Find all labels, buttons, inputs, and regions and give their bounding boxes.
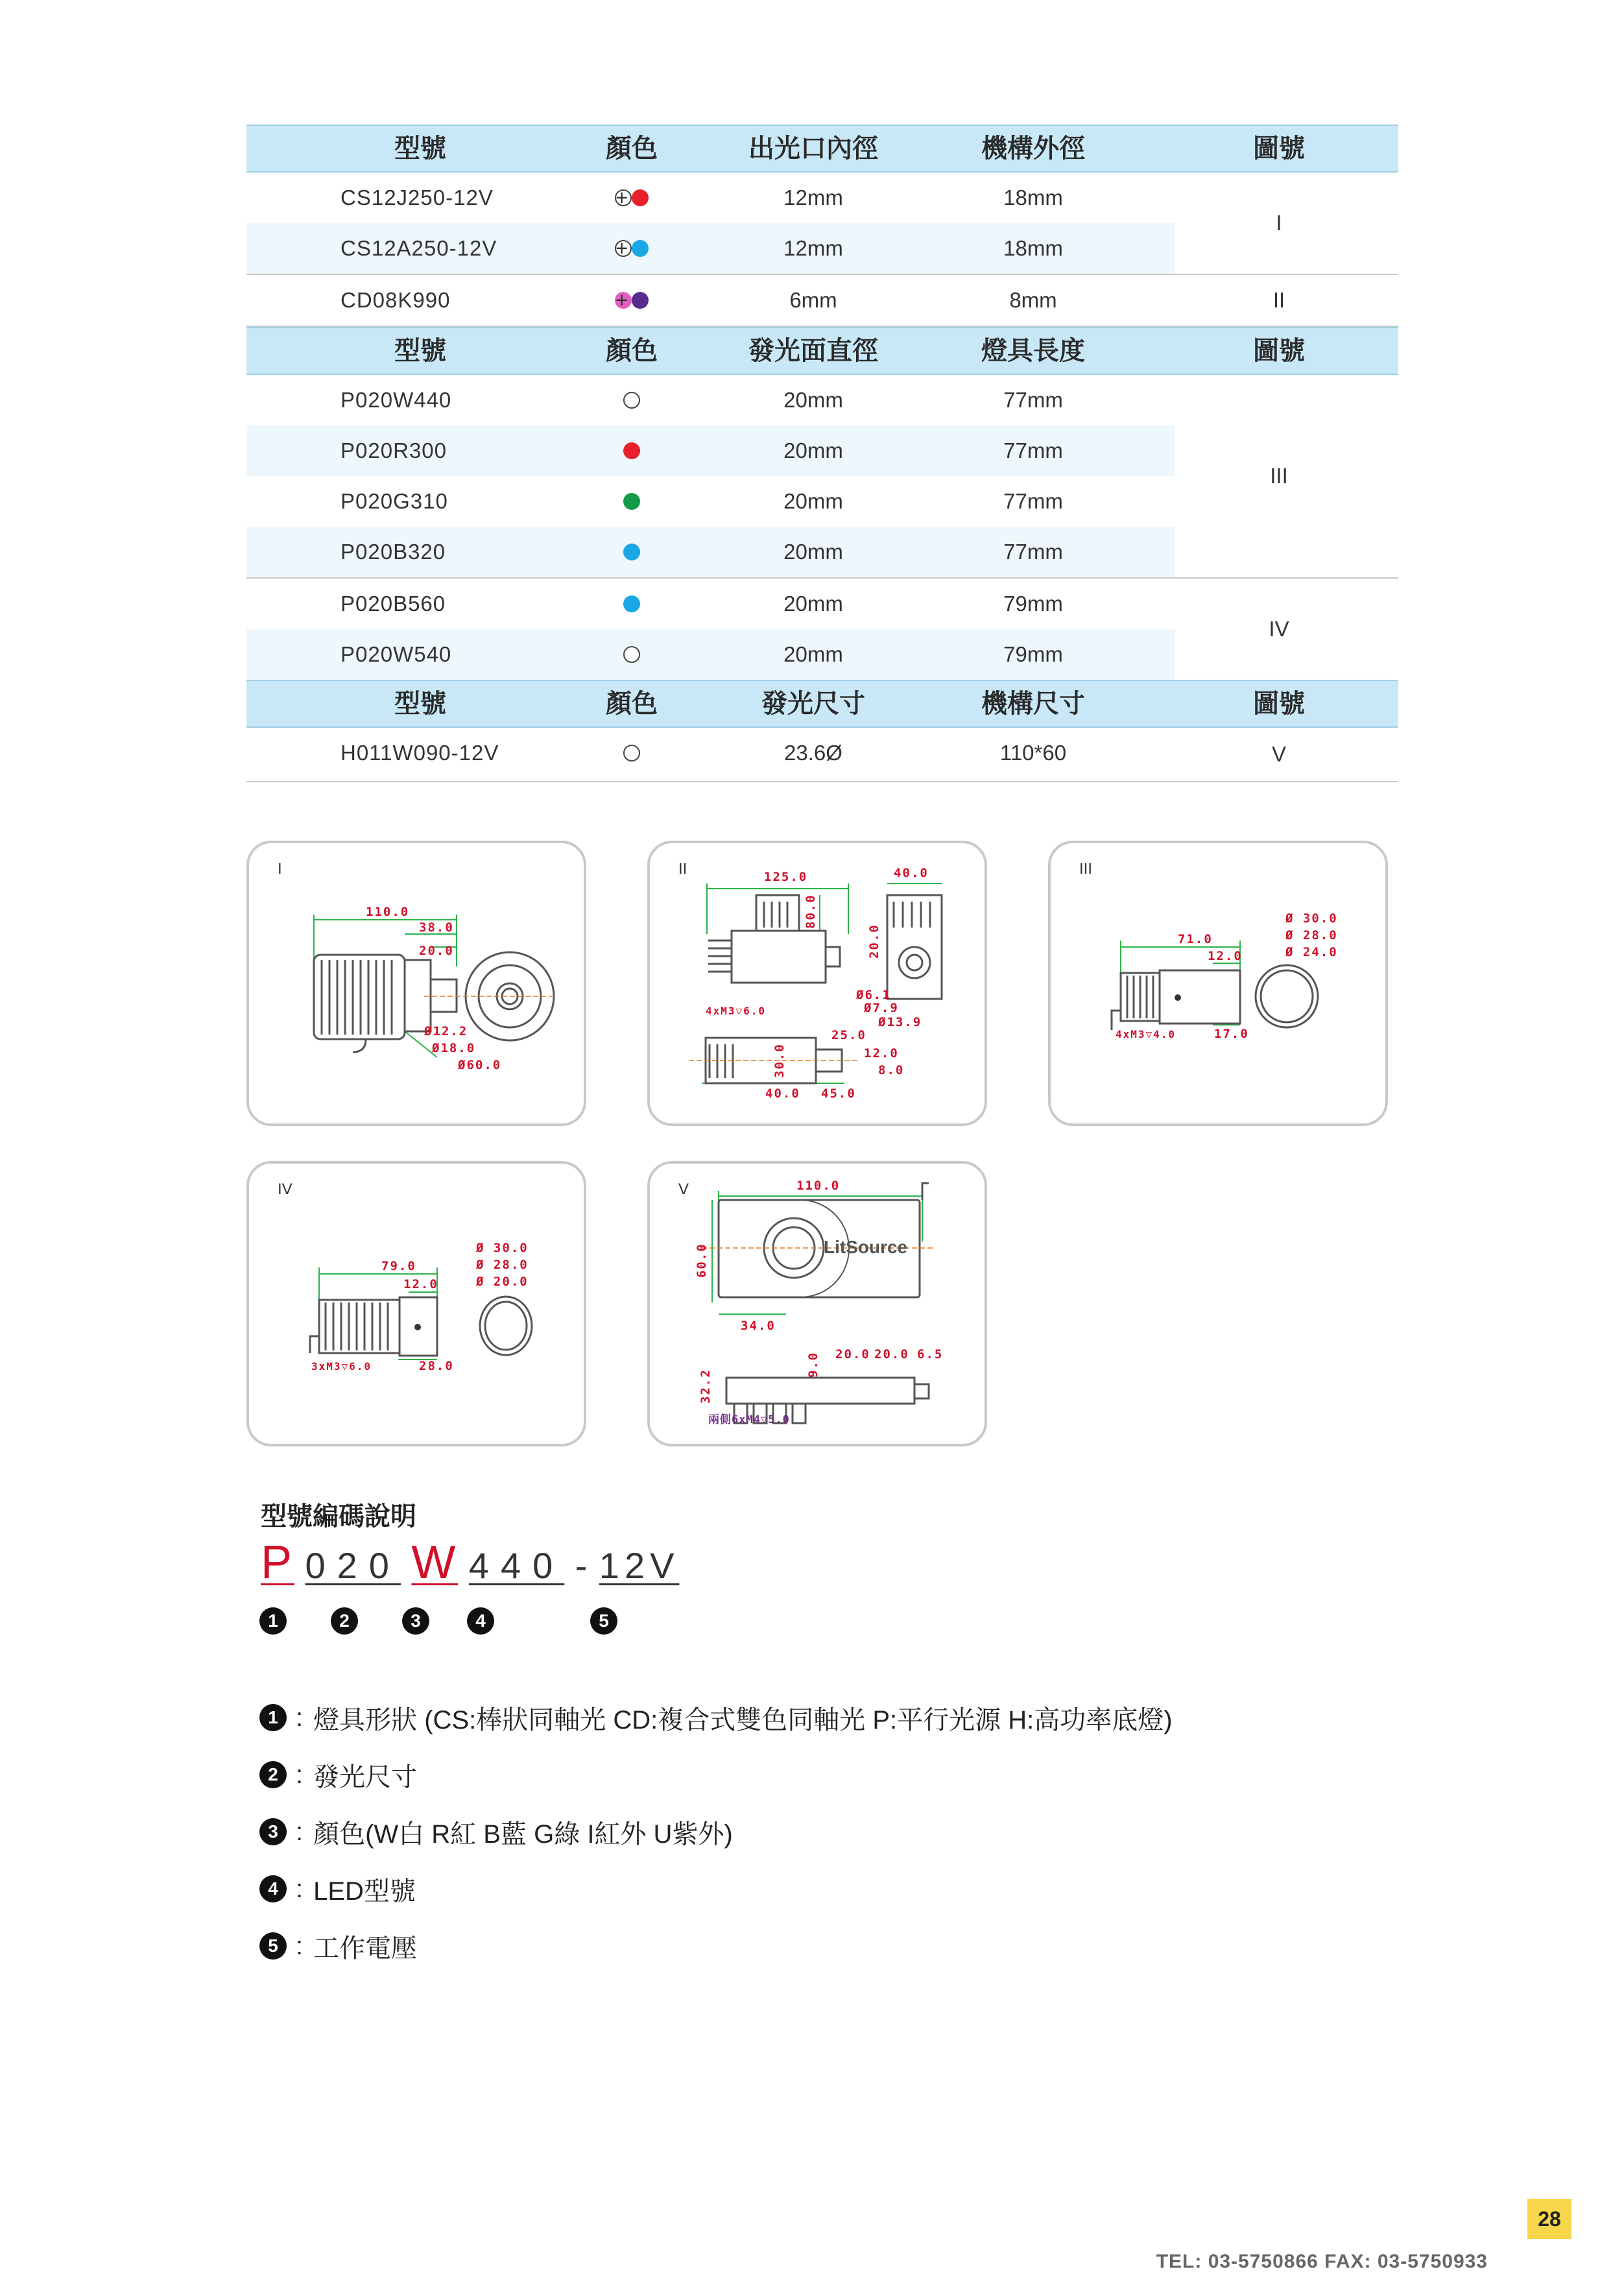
dim-label: 28.0 — [419, 1359, 454, 1373]
model-cell: CS12A250-12V — [340, 236, 497, 260]
emitting-diameter-cell: 20mm — [783, 540, 843, 564]
model-cell: P020R300 — [340, 438, 447, 462]
dim-label: Ø 28.0 — [1285, 928, 1338, 942]
color-cell — [623, 426, 640, 476]
model-cell: P020G310 — [340, 489, 448, 513]
red-dot-icon — [632, 189, 649, 206]
table-group — [246, 728, 1398, 782]
dim-label: 38.0 — [419, 920, 454, 935]
dim-label: 34.0 — [741, 1319, 776, 1333]
figure-cell: I — [1276, 211, 1282, 235]
header-body-size: 機構尺寸 — [981, 690, 1085, 718]
marker-1: 1 — [259, 1607, 287, 1635]
header-model: 型號 — [394, 134, 446, 163]
dim-label: 80.0 — [804, 894, 818, 929]
emitting-diameter-cell: 20mm — [783, 642, 843, 666]
dim-label: 9.0 — [806, 1351, 820, 1378]
purple-dot-icon — [632, 292, 649, 309]
table-row — [246, 527, 1175, 577]
emitting-diameter-cell: 20mm — [783, 438, 843, 462]
dim-label: 25.0 — [831, 1028, 866, 1042]
header-color: 顏色 — [606, 690, 658, 718]
header-figure: 圖號 — [1253, 690, 1305, 718]
dim-label: 32.2 — [699, 1369, 713, 1404]
dim-label: Ø18.0 — [432, 1041, 476, 1055]
legend-text: 發光尺寸 — [313, 1762, 418, 1792]
dim-label: 20.0 — [835, 1347, 870, 1361]
drawing-i-svg — [249, 843, 589, 1129]
drawing-label: II — [678, 860, 687, 878]
color-cell: + — [615, 173, 649, 223]
figure-cell: III — [1270, 464, 1288, 488]
drawing-iv-svg — [249, 1164, 589, 1449]
drawing-card-v — [647, 1161, 987, 1446]
dim-label: 110.0 — [796, 1179, 841, 1193]
legend-item: 5 : 工作電壓 — [259, 1926, 417, 1965]
header-aperture: 出光口內徑 — [748, 134, 878, 163]
table-header — [246, 327, 1398, 375]
drawing-label: III — [1079, 860, 1093, 878]
color-cell: + — [615, 223, 649, 274]
color-cell — [623, 629, 640, 680]
header-model: 型號 — [394, 337, 446, 365]
code-voltage: 12V — [599, 1545, 680, 1586]
dim-label: 45.0 — [821, 1086, 856, 1101]
dim-label: 20.0 — [867, 924, 881, 959]
table-header — [246, 680, 1398, 728]
table-row — [246, 173, 1175, 223]
table-row — [246, 476, 1175, 527]
table-group — [246, 173, 1398, 275]
legend-text: 顏色(W白 R紅 B藍 G綠 I紅外 U紫外) — [313, 1819, 733, 1849]
white-dot-icon — [623, 392, 640, 409]
aperture-cell: 12mm — [783, 186, 843, 210]
header-color: 顏色 — [606, 337, 658, 365]
legend-marker: 4 — [259, 1875, 287, 1902]
table-group — [246, 579, 1398, 680]
header-figure: 圖號 — [1253, 134, 1305, 163]
drawing-card-iv — [246, 1161, 586, 1446]
header-length: 燈具長度 — [981, 337, 1085, 365]
header-color: 顏色 — [606, 134, 658, 163]
dim-label: Ø 28.0 — [476, 1258, 529, 1272]
dim-label: 40.0 — [765, 1086, 800, 1101]
dim-label: 12.0 — [1208, 949, 1243, 963]
dim-label: 4xM3▽6.0 — [706, 1005, 767, 1017]
dim-label: 125.0 — [764, 870, 808, 884]
contact-footer: TEL: 03-5750866 FAX: 03-5750933 — [1156, 2251, 1488, 2272]
section-title: 型號編碼說明 — [261, 1502, 416, 1531]
dim-label: 79.0 — [381, 1259, 416, 1273]
model-cell: CS12J250-12V — [340, 186, 494, 210]
table-row — [246, 728, 1175, 781]
dim-label: 60.0 — [695, 1243, 709, 1278]
marker-2: 2 — [331, 1607, 358, 1635]
legend-item: 4 : LED型號 — [259, 1869, 416, 1908]
code-led: 440 — [468, 1545, 565, 1586]
code-size: 020 — [305, 1545, 401, 1586]
marker-5: 5 — [590, 1607, 617, 1635]
dim-label: 20.0 — [419, 944, 454, 958]
dim-label: 兩側6xM4▽5.0 — [708, 1413, 790, 1426]
dim-label: Ø7.9 — [864, 1001, 899, 1015]
dim-label: Ø 30.0 — [476, 1241, 529, 1255]
dim-label: Ø13.9 — [878, 1015, 922, 1029]
drawing-label: I — [278, 860, 282, 878]
model-cell: P020B560 — [340, 592, 446, 616]
model-code — [261, 1536, 687, 1601]
table-header — [246, 125, 1398, 173]
dim-label: 40.0 — [894, 866, 929, 880]
color-cell — [623, 375, 640, 426]
model-cell: H011W090-12V — [340, 741, 499, 765]
table-row — [246, 223, 1175, 274]
dim-label: 20.0 — [874, 1347, 909, 1361]
legend-marker: 2 — [259, 1761, 287, 1788]
header-emitting-diameter: 發光面直徑 — [748, 337, 878, 365]
length-cell: 77mm — [1003, 489, 1063, 513]
table-row — [246, 629, 1175, 680]
drawing-label: V — [678, 1181, 689, 1198]
marker-4: 4 — [467, 1607, 494, 1635]
legend-marker: 3 — [259, 1818, 287, 1845]
red-dot-icon — [623, 442, 640, 459]
blue-dot-icon — [623, 595, 640, 612]
dim-label: 12.0 — [864, 1046, 899, 1061]
green-dot-icon — [623, 493, 640, 510]
legend-marker: 5 — [259, 1932, 287, 1960]
aperture-cell: 6mm — [789, 288, 837, 312]
code-color: W — [411, 1537, 459, 1589]
legend-text: 工作電壓 — [313, 1934, 418, 1963]
length-cell: 77mm — [1003, 540, 1063, 564]
white-dot-icon — [623, 646, 640, 663]
table-group — [246, 375, 1398, 579]
color-cell — [623, 527, 640, 577]
dim-label: Ø 30.0 — [1285, 911, 1338, 926]
code-dash: - — [575, 1545, 588, 1586]
table-row — [246, 375, 1175, 426]
color-cell — [623, 579, 640, 629]
body-size-cell: 110*60 — [999, 741, 1067, 765]
dim-label: Ø 24.0 — [1285, 945, 1338, 959]
header-figure: 圖號 — [1253, 337, 1305, 365]
drawing-label: IV — [278, 1181, 293, 1198]
header-outer-diameter: 機構外徑 — [981, 134, 1085, 163]
table-row — [246, 426, 1175, 476]
drawing-v-svg — [650, 1164, 990, 1449]
outer-diameter-cell: 18mm — [1003, 236, 1063, 260]
dim-label: 4xM3▽4.0 — [1116, 1028, 1176, 1040]
figure-cell: II — [1272, 288, 1285, 312]
emitting-diameter-cell: 20mm — [783, 489, 843, 513]
color-cell: + — [615, 275, 649, 326]
drawing-card-iii — [1048, 841, 1388, 1126]
drawing-card-i — [246, 841, 586, 1126]
dim-label: 3xM3▽6.0 — [311, 1360, 372, 1373]
emitting-size-cell: 23.6Ø — [784, 741, 842, 765]
figure-cell: V — [1271, 742, 1287, 766]
legend-text: LED型號 — [313, 1877, 416, 1906]
length-cell: 79mm — [1003, 592, 1063, 616]
model-cell: P020W540 — [340, 642, 452, 666]
dim-label: 17.0 — [1214, 1027, 1249, 1041]
model-cell: P020W440 — [340, 388, 452, 412]
legend-item: 2 : 發光尺寸 — [259, 1755, 417, 1794]
legend-text: 燈具形狀 (CS:棒狀同軸光 CD:複合式雙色同軸光 P:平行光源 H:高功率底燈) — [313, 1705, 1173, 1734]
drawing-card-ii — [647, 841, 987, 1126]
dim-label: 30.0 — [772, 1043, 787, 1078]
header-emitting-size: 發光尺寸 — [761, 690, 865, 718]
legend-item: 1 : 燈具形狀 (CS:棒狀同軸光 CD:複合式雙色同軸光 P:平行光源 H:高功率底燈) — [259, 1698, 1173, 1737]
table-row — [246, 579, 1175, 629]
aperture-cell: 12mm — [783, 236, 843, 260]
white-dot-icon — [623, 745, 640, 762]
blue-dot-icon — [632, 240, 649, 257]
code-shape: P — [261, 1537, 295, 1589]
dim-label: Ø12.2 — [424, 1024, 468, 1038]
length-cell: 79mm — [1003, 642, 1063, 666]
dim-label: 71.0 — [1178, 932, 1213, 946]
dim-label: Ø 20.0 — [476, 1275, 529, 1289]
dim-label: 6.5 — [917, 1347, 944, 1361]
color-cell — [623, 476, 640, 527]
page-number: 28 — [1527, 2199, 1571, 2239]
emitting-diameter-cell: 20mm — [783, 388, 843, 412]
table-row — [246, 275, 1175, 326]
figure-cell: IV — [1269, 617, 1289, 641]
color-cell — [623, 728, 640, 778]
legend-marker: 1 — [259, 1704, 287, 1731]
table-group — [246, 275, 1398, 327]
length-cell: 77mm — [1003, 438, 1063, 462]
spec-table — [246, 125, 1398, 782]
brand-logo: LitSource — [824, 1237, 908, 1257]
dim-label: Ø60.0 — [458, 1058, 502, 1072]
dim-label: 110.0 — [366, 905, 410, 919]
dim-label: 8.0 — [878, 1063, 905, 1077]
marker-3: 3 — [402, 1607, 429, 1635]
model-cell: CD08K990 — [340, 288, 451, 312]
emitting-diameter-cell: 20mm — [783, 592, 843, 616]
legend-item: 3 : 顏色(W白 R紅 B藍 G綠 I紅外 U紫外) — [259, 1812, 733, 1851]
model-cell: P020B320 — [340, 540, 446, 564]
drawing-ii-svg — [650, 843, 990, 1129]
outer-diameter-cell: 18mm — [1003, 186, 1063, 210]
outer-diameter-cell: 8mm — [1009, 288, 1057, 312]
length-cell: 77mm — [1003, 388, 1063, 412]
dim-label: 12.0 — [403, 1277, 438, 1291]
header-model: 型號 — [394, 690, 446, 718]
blue-dot-icon — [623, 544, 640, 560]
drawing-iii-svg — [1051, 843, 1391, 1129]
dim-label: Ø6.1 — [856, 988, 891, 1002]
